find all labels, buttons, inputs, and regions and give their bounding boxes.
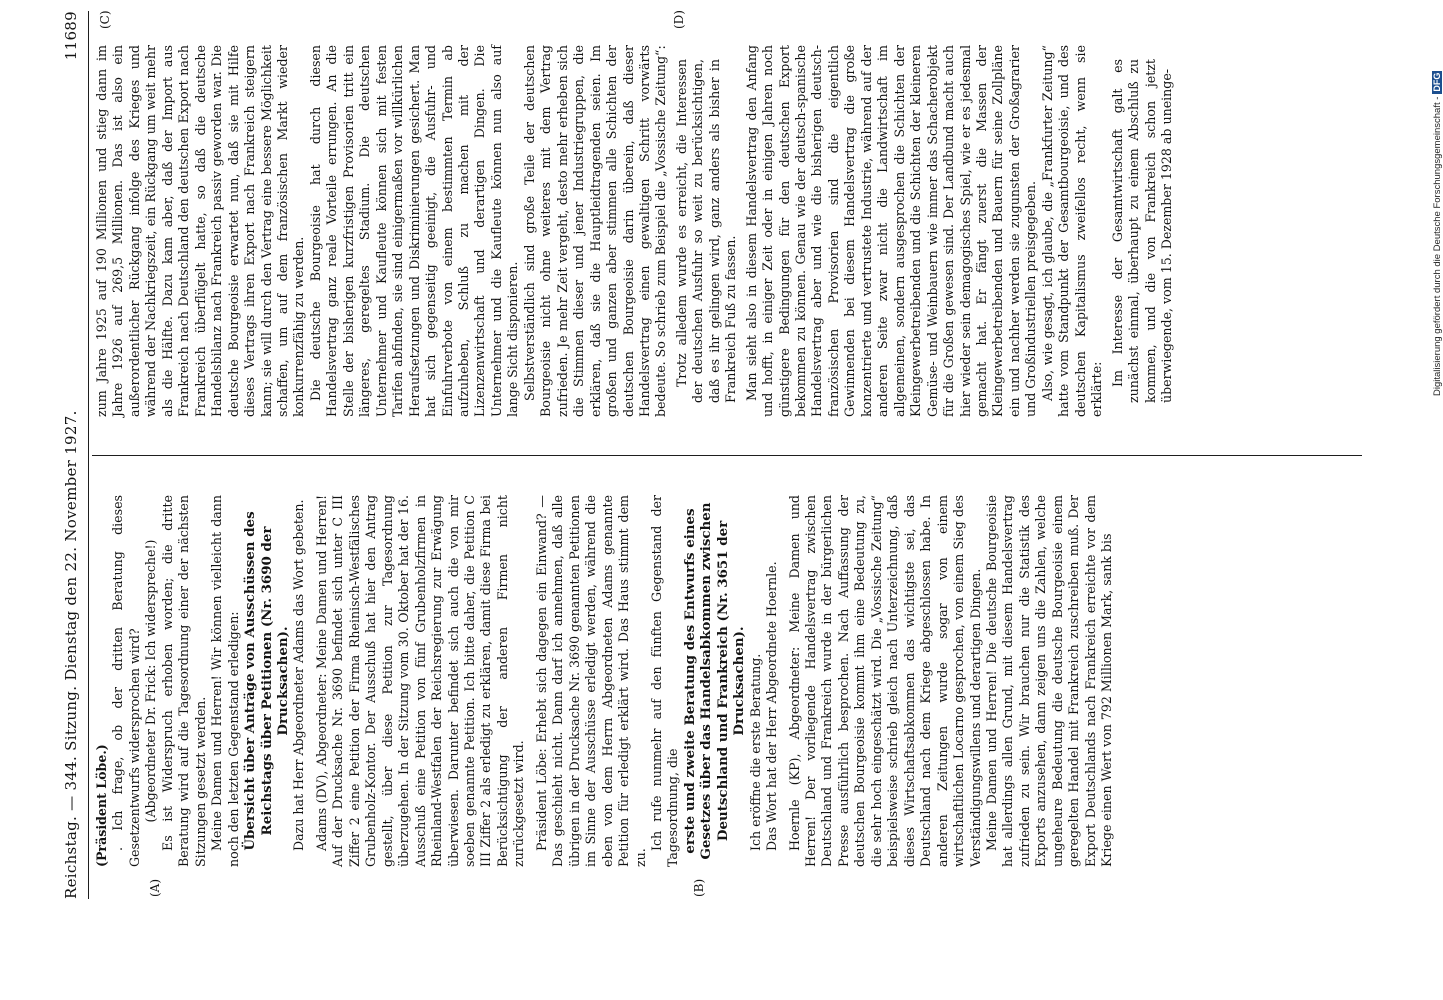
speech-hoernle: Hoernle (KP), Abgeordneter: Meine Damen und Herren! Der vorliegende Handelsvertrag zwischen Deutschland und Frankreich wurde in der bürgerlichen Presse ausführlich besprochen. Nach Auffassung der deutschen Bourgeoisie kommt ihm eine Bedeutung zu, die sehr hoch eingeschätzt wird. Die „Vossische Zeitung“ beispielsweise schrieb gleich nach Unterzeichnung, daß dieses Wirtschaftsabkommen das wichtigste sei, das Deutschland nach dem Kriege abgeschlossen habe. In anderen Zeitungen wurde sogar von einem wirtschaftlichen Locarno gesprochen, von einem Sieg des Verständigungswillens und derartigen Dingen.	[786, 495, 983, 867]
paragraph: Es ist Widerspruch erhoben worden; die dritte Beratung wird auf die Tagesordnung einer der nächsten Sitzungen gesetzt werden.	[159, 495, 208, 867]
paragraph: Dazu hat Herr Abgeordneter Adams das Wort gebeten.	[291, 499, 307, 851]
paragraph: Ich rufe nunmehr auf den fünften Gegenstand der Tagesordnung, die	[648, 495, 681, 867]
agenda-item-trade-agreement: erste und zweite Beratung des Entwurfs eines Gesetzes über das Handelsabkommen zwischen Deutschland und Frankreich (Nr. 3651 der Drucksachen).	[681, 502, 748, 860]
paragraph: Meine Damen und Herren! Die deutsche Bourgeoisie hat allerdings allen Grund, mit diesem Handelsvertrag zufrieden zu sein. Wir brauchen nur die Statistik des Exports anzusehen, dann zeigen uns die Zahlen, welche ungeheure Bedeutung die deutsche Bourgeoisie einem geregelten Handel mit Frankreich zuschreiben muß. Der Export Deutschlands nach Frankreich erreichte vor dem Kriege einen Wert von 792 Millionen Mark, sank bis	[984, 495, 1115, 867]
credit-text: Digitalisierung gefördert durch die Deutsche Forschungsgemeinschaft -	[1432, 96, 1443, 396]
margin-mark-d: (D)	[672, 10, 686, 29]
speech-president: Präsident Löbe: Erhebt sich dagegen ein Einwand? — Das geschieht nicht. Dann darf ich annehmen, daß alle übrigen in der Drucksache Nr. 3690 genannten Petitionen im Sinne der Ausschüsse erledigt werden, während die eben von dem Herrn Abgeordneten Adams genannte Petition für erledigt erklärt wird. Das Haus stimmt dem zu.	[533, 495, 648, 867]
margin-mark-b: (B)	[692, 878, 706, 897]
paragraph: Man sieht also in diesem Handelsvertrag den Anfang und hofft, in einiger Zeit oder in einigen Jahren noch günstigere Bedingungen für den deutschen Export bekommen zu können. Genau wie der deutsch-spanische Handelsvertrag aber und wie die bisherigen deutsch-französischen Provisorien sind die eigentlich Gewinnenden bei diesem Handelsvertrag die große konzentrierte und vertrustete Industrie, während auf der anderen Seite zwar nicht die Landwirtschaft im allgemeinen, sondern ausgesprochen die Schichten der Kleingewerbetreibenden und die Schichten der kleineren Gemüse- und Weinbauern wie immer das Schacherobjekt für die Großen gewesen sind. Der Landbund macht auch hier wieder sein demagogisches Spiel, wie er es jedesmal gemacht hat. Er fängt zuerst die Massen der Kleingewerbetreibenden und Bauern für seine Zollpläne ein und nachher werden sie zugunsten der Großagrarier und Großindustriellen preisgegeben.	[743, 45, 1039, 417]
paragraph: Die deutsche Bourgeoisie hat durch diesen Handelsvertrag ganz reale Vorteile errungen. An die Stelle der bisherigen kurzfristigen Provisorien tritt ein längeres, geregeltes Stadium. Die deutschen Unternehmer und Kaufleute können sich mit festen Tarifen abfinden, sie sind einigermaßen vor willkürlichen Heraufsetzungen und Diskriminierungen gesichert. Man hat sich gegenseitig geeinigt, die Ausfuhr- und Einfuhrverbote von einem bestimmten Termin ab aufzuheben, Schluß zu machen mit der Lizenzenwirtschaft und derartigen Dingen. Die Unternehmer und die Kaufleute können nun also auf lange Sicht disponieren.	[307, 45, 521, 417]
paragraph: Ich eröffne die erste Beratung.	[747, 653, 763, 851]
dfg-logo: DFG	[1432, 72, 1442, 92]
digitization-credit	[1421, 8, 1443, 408]
rotated-page	[52, 5, 1382, 905]
paragraph: Das Wort hat der Herr Abgeordnete Hoernle.	[764, 561, 780, 851]
paragraph: Selbstverständlich sind große Teile der deutschen Bourgeoisie nicht ohne weiteres mit dem Vertrag zufrieden. Je mehr Zeit vergeht, desto mehr erheben sich die Stimmen dieser und jener Industriegruppen, die erklären, daß sie die Hauptleidtragenden seien. Im großen und ganzen aber stimmen alle Schichten der deutschen Bourgeoisie darin überein, daß dieser Handelsvertrag einen gewaltigen Schritt vorwärts bedeute. So schrieb zum Beispiel die „Vossische Zeitung“:	[521, 45, 669, 417]
speaker-president: (Präsident Löbe.)	[94, 744, 109, 867]
agenda-item-petitions: Übersicht über Anträge von Ausschüssen des Reichstags über Petitionen (Nr. 3690 der Drucksachen).	[242, 511, 291, 851]
speech-adams: Adams (DV), Abgeordneter: Meine Damen und Herren! Auf der Drucksache Nr. 3690 befindet sich unter C III Ziffer 2 eine Petition der Firma Rheinisch-Westfälisches Grubenholz-Kontor. Der Ausschuß hat hier den Antrag gestellt, über diese Petition zur Tagesordnung überzugehen. In der Sitzung vom 30. Oktober hat der 16. Ausschuß eine Petition von fünf Grubenholzfirmen in Rheinland-Westfalen der Reichsregierung zur Erwägung überwiesen. Darunter befindet sich auch die von mir soeben genannte Petition. Ich bitte daher, die Petition C III Ziffer 2 als erledigt zu erklären, damit diese Firma bei Berücksichtigung der anderen Firmen nicht zurückgesetzt wird.	[313, 495, 527, 867]
margin-mark-a: (A)	[148, 878, 162, 897]
left-column	[94, 495, 1116, 867]
paragraph: Also, wie gesagt, ich glaube, die „Frankfurter Zeitung“ hatte vom Standpunkt der Gesamtbourgeoisie, und des deutschen Kapitalismus zweifellos recht, wenn sie erklärte:	[1039, 45, 1105, 417]
page-number: 11689	[62, 11, 80, 61]
interjection: (Abgeordneter Dr. Frick: Ich widerspreche!)	[143, 539, 159, 823]
paragraph: . Ich frage, ob der dritten Beratung dieses Gesetzentwurfs widersprochen wird?	[110, 495, 142, 867]
margin-mark-c: (C)	[98, 10, 112, 29]
header-rule	[88, 11, 89, 899]
running-head: Reichstag. — 344. Sitzung. Dienstag den 22. November 1927.	[62, 410, 80, 899]
paragraph: zum Jahre 1925 auf 190 Millionen und stieg dann im Jahre 1926 auf 269,5 Millionen. Das ist also ein außerordentlicher Rückgang infolge des Krieges und während der Nachkriegszeit, ein Rückgang um weit mehr als die Hälfte. Dazu kam aber, daß der Import aus Frankreich nach Deutschland den deutschen Export nach Frankreich überflügelt hatte, so daß die deutsche Handelsbilanz nach Frankreich passiv geworden war. Die deutsche Bourgeoisie erwartet nun, daß sie mit Hilfe dieses Vertrags ihren Export nach Frankreich steigern kann; sie will durch den Vertrag eine bessere Möglichkeit schaffen, um auf dem französischen Markt wieder konkurrenzfähig zu werden.	[94, 45, 307, 417]
column-divider	[92, 455, 1362, 456]
right-column	[94, 45, 1175, 417]
paragraph: Meine Damen und Herren! Wir können vielleicht dann noch den letzten Gegenstand erledigen:	[209, 495, 241, 867]
quotation: Trotz alledem wurde es erreicht, die Interessen der deutschen Ausfuhr so weit zu berücksichtigen, daß es ihr gelingen wird, ganz anders als bisher in Frankreich Fuß zu fassen.	[673, 59, 739, 403]
page-header	[58, 11, 86, 899]
quotation: Im Interesse der Gesamtwirtschaft galt es zunächst einmal, überhaupt zu einem Abschluß zu kommen, und die von Frankreich schon jetzt überwiegende, vom 15. Dezember 1928 ab uneinge-	[1109, 59, 1174, 403]
